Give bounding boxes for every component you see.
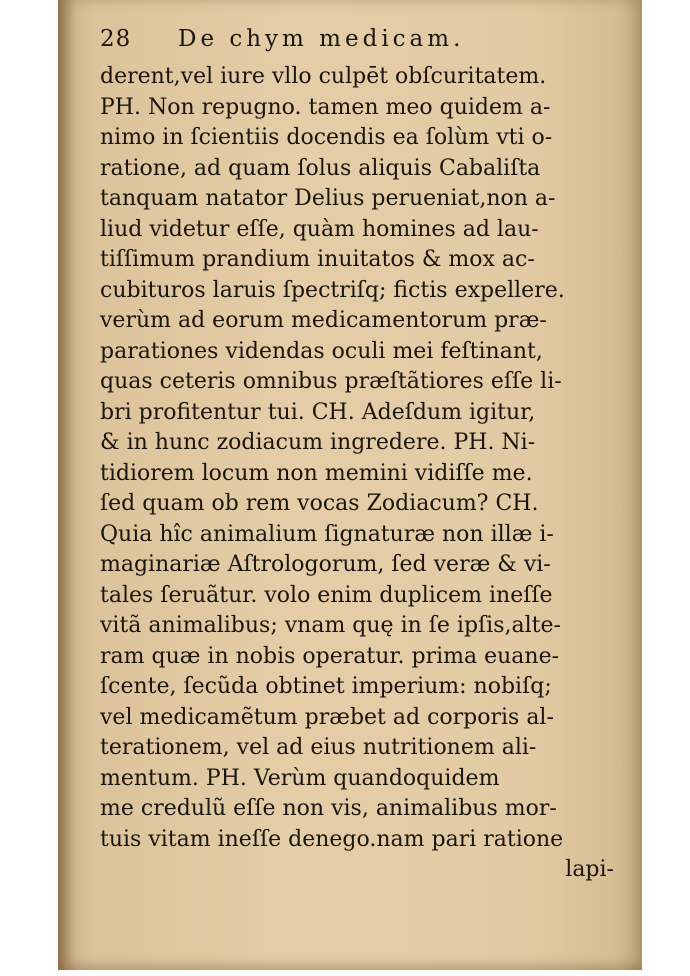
text-line: parationes videndas oculi mei feſtinant, [100,338,543,364]
text-line: me credulũ eſſe non vis, animalibus mor- [100,796,557,821]
text-line: nimo in ſcientiis docendis ea ſolùm vti o- [100,125,553,150]
text-line: PH. Non repugno. tamen meo quidem a- [100,94,551,120]
catchword: lapi- [565,857,614,882]
text-line: ram quæ in nobis operatur. prima euane- [100,643,560,669]
text-line: cubituros laruis ſpectriſq; fictis expellere. [100,277,565,303]
text-line: tidiorem locum non memini vidiſſe me. [100,460,533,486]
text-line: tales ſeruãtur. volo enim duplicem ineſſe [100,582,553,608]
text-line: vitã animalibus; vnam quę in ſe ipſis,alte- [100,613,561,638]
text-line: tuis vitam ineſſe denego.nam pari ratione [100,826,564,852]
text-line: derent,vel iure vllo culpēt obſcuritatem. [100,64,547,89]
text-line: liud videtur eſſe, quàm homines ad lau- [100,216,539,242]
text-line: mentum. PH. Verùm quandoquidem [100,765,500,791]
text-block [100,62,620,886]
text-line: tanquam natator Delius perueniat,non a- [100,186,556,211]
text-line: terationem, vel ad eius nutritionem ali- [100,735,537,760]
text-line: ſed quam ob rem vocas Zodiacum? CH. [100,491,539,516]
text-line: ratione, ad quam ſolus aliquis Cabaliſta [100,155,541,181]
text-line: vel medicamẽtum præbet ad corporis al- [100,704,554,730]
text-line: maginariæ Aſtrologorum, ſed veræ & vi- [100,552,551,577]
text-line: quas ceteris omnibus præſtãtiores eſſe li- [100,369,562,394]
page-number: 28 [100,26,132,52]
running-head [100,26,540,56]
text-line: ſcente, ſecũda obtinet imperium: nobiſq; [100,674,552,699]
text-line: Quia hîc animalium ſignaturæ non illæ i- [100,521,554,547]
text-line: & in hunc zodiacum ingredere. PH. Ni- [100,430,536,455]
text-line: bri profitentur tui. CH. Adeſdum igitur, [100,399,536,425]
text-line: verùm ad eorum medicamentorum præ- [100,308,547,333]
gutter-shadow [58,0,76,970]
running-title: De chym medicam. [178,26,465,52]
text-line: tiſſimum prandium inuitatos & mox ac- [100,247,535,272]
